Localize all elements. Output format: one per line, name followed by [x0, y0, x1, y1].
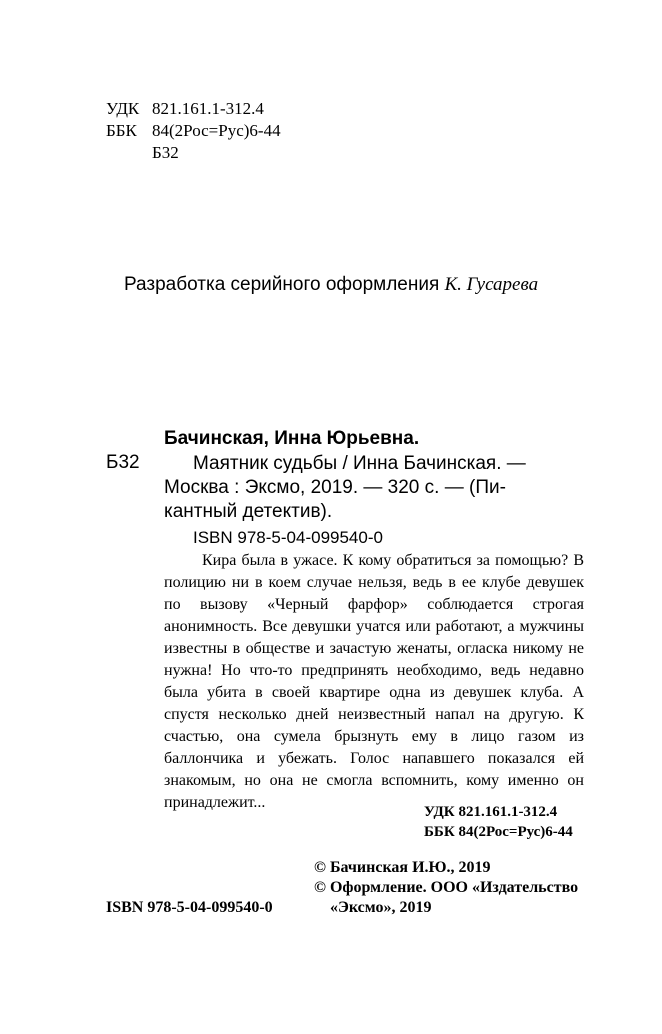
footer-isbn: ISBN 978-5-04-099540-0 [106, 899, 273, 916]
bib-line-series: кантный детектив). [164, 501, 333, 522]
annotation-text: Кира была в ужасе. К кому обратиться за помощью? В полицию ни в коем случае нельзя, ведь в ее клубе девушек по вызову «Черный фарфор» соблюдается строгая анонимность. Все девушки учатся или работают, а мужчины известны в обществе и зачастую женаты, огласка никому не нужна! Но что-то предпринять необходимо, ведь недавно была убита в своей квартире одна из девушек клуба. А спустя несколько дней неизвестный напал на другую. К счастью, она сумела брызнуть ему в лицо газом из баллончика и убежать. Голос напавшего показался ей знакомым, но она не смогла вспомнить, кому именно он принадлежит... [164, 552, 584, 811]
bbk-bottom: ББК 84(2Рос=Рус)6-44 [424, 824, 573, 840]
udk-value: 821.161.1-312.4 [152, 99, 264, 118]
bib-line-title: Маятник судьбы / Инна Бачинская. — [193, 453, 526, 474]
bib-isbn: ISBN 978-5-04-099540-0 [193, 528, 383, 547]
author-code: Б32 [106, 452, 140, 473]
copyright-design-line2: «Эксмо», 2019 [330, 899, 432, 916]
udk-top [106, 98, 264, 120]
bbk-label: ББК [106, 121, 137, 140]
series-design-prefix: Разработка серийного оформления [124, 274, 440, 295]
author-heading: Бачинская, Инна Юрьевна. [164, 428, 420, 449]
copyright-author: © Бачинская И.Ю., 2019 [314, 859, 491, 876]
series-designer-name: К. Гусарева [444, 274, 539, 295]
udk-label: УДК [106, 99, 140, 118]
series-design-credit [124, 274, 538, 296]
udk-bottom: УДК 821.161.1-312.4 [424, 804, 558, 820]
copyright-design-line1: © Оформление. ООО «Издательство [314, 879, 579, 896]
bbk-top [106, 120, 281, 142]
author-code-top: Б32 [152, 143, 179, 162]
bbk-value: 84(2Рос=Рус)6-44 [152, 121, 281, 140]
annotation [164, 550, 584, 814]
bib-line-publisher: Москва : Эксмо, 2019. — 320 с. — (Пи- [164, 477, 506, 498]
